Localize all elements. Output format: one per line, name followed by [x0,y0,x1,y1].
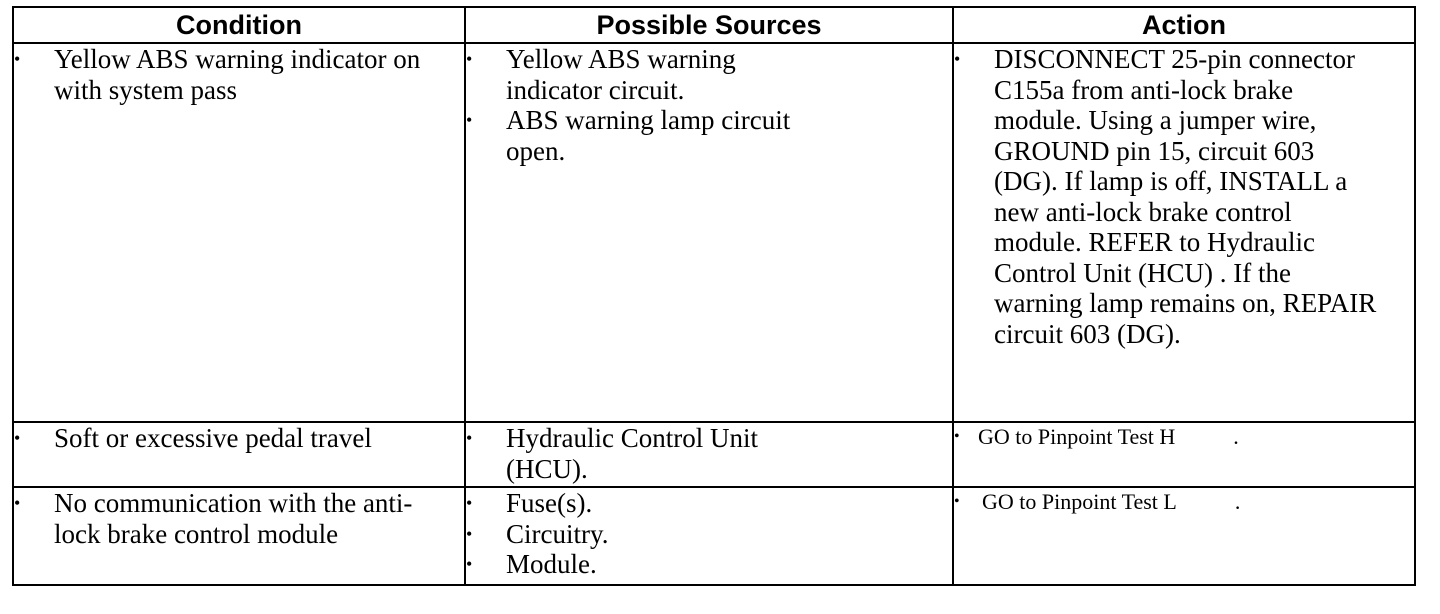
table-row [13,43,1415,422]
action-cell [953,43,1415,422]
bullet-icon: • [14,493,21,513]
source-text: Module. [506,549,597,579]
source-text: Yellow ABS warning indicator circuit. [506,44,736,105]
list-item [466,488,952,519]
pinpoint-test-l-link[interactable]: GO to Pinpoint Test L [982,489,1177,514]
condition-text: No communication with the anti-lock brake control module [54,488,413,549]
condition-cell [13,43,465,422]
bullet-icon: • [954,493,960,510]
list-item [954,44,1414,349]
diagnosis-table [12,6,1416,586]
condition-text: Soft or excessive pedal travel [54,423,372,453]
table-row [13,422,1415,487]
list-item [466,105,952,166]
action-text: DISCONNECT 25-pin connector C155a from anti-lock brake module. Using a jumper wire, GROUND pin 15, circuit 603 (DG). If lamp is off, INSTALL a new anti-lock brake control module. REFER to Hydraulic Control Unit (HCU) . If the warning lamp remains on, REPAIR circuit 603 (DG). [994,44,1377,349]
list-item [466,44,952,105]
header-action: Action [953,7,1415,43]
source-text: Hydraulic Control Unit (HCU). [506,423,758,484]
bullet-icon: • [954,428,960,445]
sources-cell [465,43,953,422]
action-end-mark: . [1234,489,1241,514]
condition-cell [13,487,465,585]
condition-list [14,423,464,454]
sources-list [466,423,952,484]
sources-list [466,44,952,166]
action-cell [953,422,1415,487]
source-text: ABS warning lamp circuit open. [506,105,791,166]
list-item [14,44,464,105]
bullet-icon: • [466,493,473,513]
list-item [466,423,952,484]
bullet-icon: • [14,49,21,69]
bullet-icon: • [466,523,473,544]
bullet-icon: • [466,49,473,69]
sources-cell [465,422,953,487]
bullet-icon: • [954,49,961,69]
condition-list [14,488,464,549]
header-row [13,7,1415,43]
bullet-icon: • [14,428,21,448]
condition-cell [13,422,465,487]
pinpoint-test-h-link[interactable]: GO to Pinpoint Test H [978,424,1176,449]
table-row [13,487,1415,585]
bullet-icon: • [466,428,473,448]
header-condition: Condition [13,7,465,43]
list-item [466,519,952,550]
bullet-icon: • [466,110,473,130]
source-text: Circuitry. [506,518,609,549]
list-item [954,488,1414,516]
source-text: Fuse(s). [506,488,593,518]
list-item [14,488,464,549]
sources-list [466,488,952,580]
sources-cell [465,487,953,585]
list-item [466,549,952,580]
header-possible-sources: Possible Sources [465,7,953,43]
action-list [954,44,1414,349]
action-list [954,488,1414,516]
bullet-icon: • [466,554,473,574]
list-item [14,423,464,454]
action-list [954,423,1414,451]
action-cell [953,487,1415,585]
list-item [954,423,1414,451]
condition-list [14,44,464,105]
condition-text: Yellow ABS warning indicator on with system pass [54,44,421,105]
action-end-mark: . [1233,424,1239,449]
